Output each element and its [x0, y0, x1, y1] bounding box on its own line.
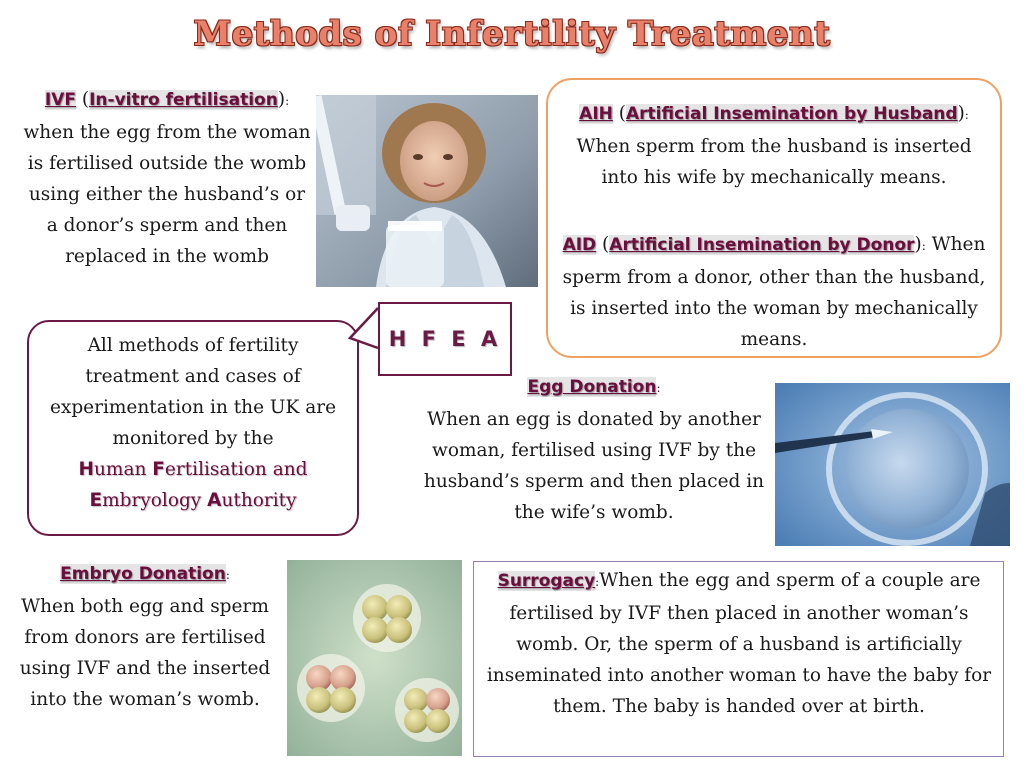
hfea-word-embryology: mbryology — [102, 490, 208, 511]
hfea-label-box: H F E A — [378, 302, 512, 376]
ivf-term: IVF — [44, 90, 76, 110]
embryos-photo — [287, 560, 462, 756]
aid-open-paren: ( — [596, 234, 610, 255]
aih-description: When sperm from the husband is inserted into his wife by mechanically means. — [576, 136, 972, 188]
ivf-section — [22, 84, 312, 272]
ivf-full-term: In-vitro fertilisation — [89, 90, 278, 110]
egg-donation-description: When an egg is donated by another woman, fertilised using IVF by the husband’s sperm and then placed in the wife’s womb. — [423, 409, 765, 523]
ivf-description: when the egg from the woman is fertilised outside the womb using either the husband’s or a donor’s sperm and then replaced in the womb — [23, 122, 311, 267]
egg-donation-term: Egg Donation — [527, 377, 657, 397]
aih-open-paren: ( — [612, 103, 626, 124]
surrogacy-term: Surrogacy — [497, 571, 596, 591]
aid-full-term: Artificial Insemination by Donor — [609, 235, 915, 255]
surrogacy-colon: : — [595, 575, 600, 589]
surrogacy-section — [480, 565, 998, 722]
hfea-word-fertilisation: ertilisation and — [164, 459, 308, 480]
aih-close-paren: ) — [957, 103, 965, 124]
embryo-donation-colon: : — [225, 568, 230, 582]
egg-microinjection-photo — [775, 383, 1010, 546]
ivf-open-paren: ( — [75, 89, 90, 110]
aid-description: When sperm from a donor, other than the husband, is inserted into the woman by mechanically means. — [562, 234, 986, 350]
aid-section — [560, 229, 988, 355]
hfea-letter-e: E — [89, 490, 103, 511]
hfea-word-authority: uthority — [221, 490, 297, 511]
aid-colon: : — [921, 239, 926, 253]
ivf-colon: : — [285, 94, 290, 108]
surrogacy-description: When the egg and sperm of a couple are fertilised by IVF then placed in another woman’s womb. Or, the sperm of a husband is artificially inseminated into another woman to have the baby for them. The baby is handed over at birth. — [486, 570, 992, 717]
aid-term: AID — [562, 235, 597, 255]
aih-section — [560, 98, 988, 193]
embryo-donation-description: When both egg and sperm from donors are fertilised using IVF and the inserted into the woman’s womb. — [19, 596, 271, 710]
hfea-letter-h: H — [78, 459, 94, 480]
hfea-letter-f: F — [152, 459, 165, 480]
ivf-close-paren: ) — [277, 89, 286, 110]
hfea-intro: All methods of fertility treatment and cases of experimentation in the UK are monitored by the — [49, 335, 337, 449]
aih-term: AIH — [579, 104, 613, 124]
egg-donation-section — [420, 371, 768, 528]
aih-full-term: Artificial Insemination by Husband — [625, 104, 958, 124]
page-title: Methods of Infertility Treatment — [193, 14, 831, 54]
hfea-description — [40, 330, 346, 516]
embryo-donation-term: Embryo Donation — [60, 564, 226, 584]
embryo-donation-section — [16, 558, 274, 715]
aid-close-paren: ) — [914, 234, 922, 255]
egg-donation-colon: : — [656, 381, 661, 395]
aih-colon: : — [964, 108, 969, 122]
hfea-word-human: uman — [93, 459, 153, 480]
hfea-full-name — [79, 459, 308, 511]
scientist-pipette-photo — [316, 95, 538, 287]
hfea-letter-a: A — [207, 490, 222, 511]
